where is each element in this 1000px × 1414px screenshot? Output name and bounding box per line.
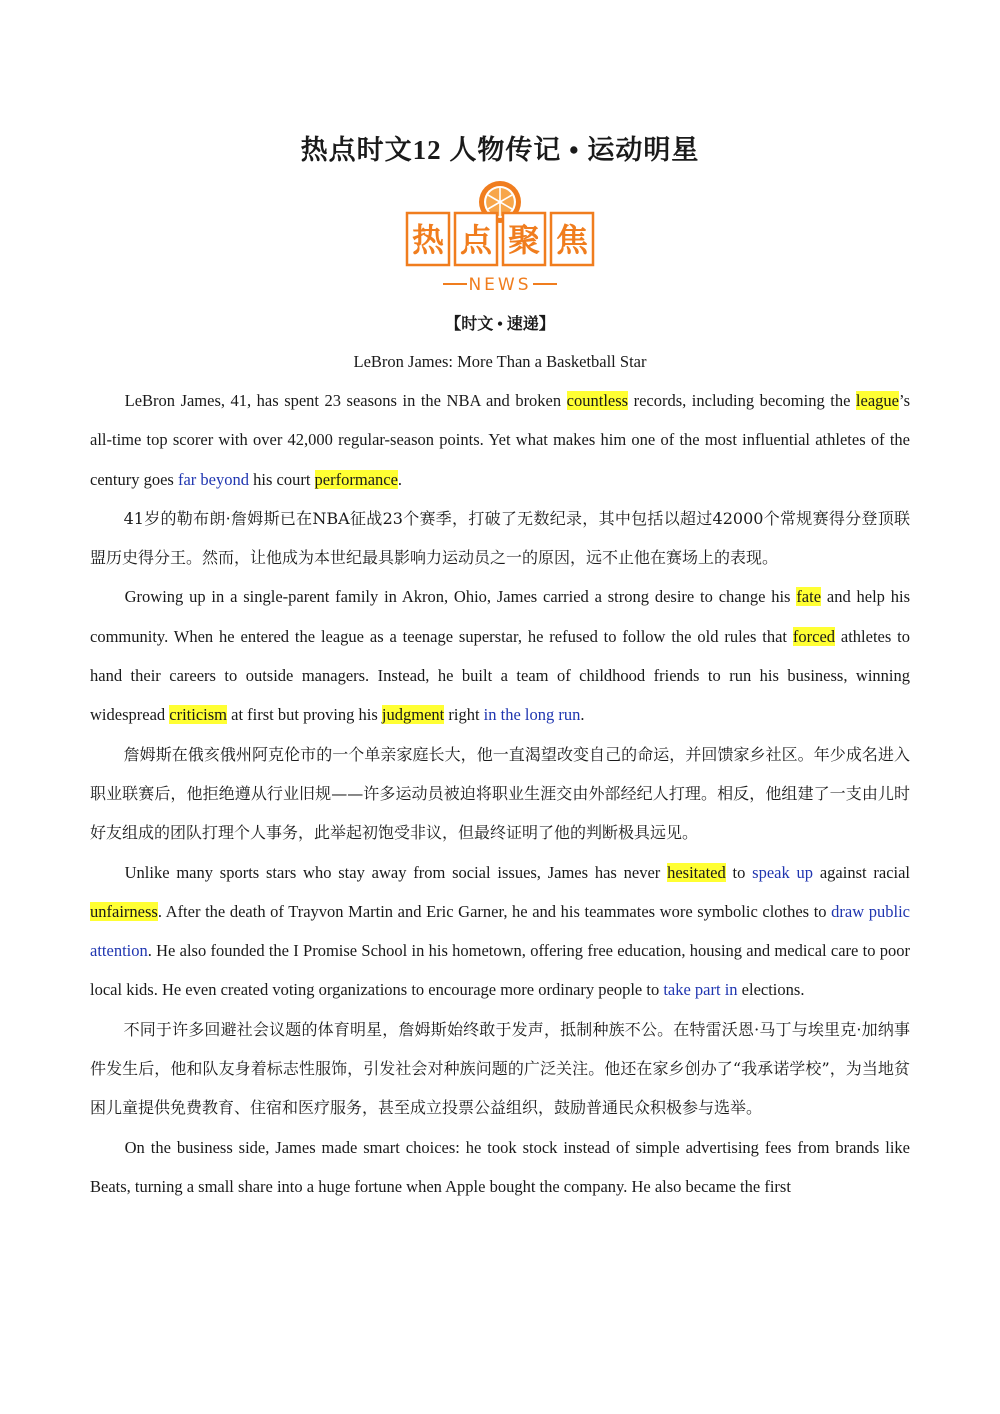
- text-run: right: [444, 705, 484, 725]
- text-run: elections.: [737, 980, 805, 1000]
- highlighted-vocab: league: [855, 391, 899, 410]
- article-body: [90, 381, 910, 1206]
- english-paragraph: [90, 577, 910, 734]
- english-paragraph: [90, 853, 910, 1010]
- text-run: 詹姆斯在俄亥俄州阿克伦市的一个单亲家庭长大，他一直渴望改变自己的命运，并回馈家乡社区。年少成名进入职业联赛后，他拒绝遵从行业旧规——许多运动员被迫将职业生涯交由外部经纪人打理。相反，他组建了一支由儿时好友组成的团队打理个人事务，此举起初饱受非议，但最终证明了他的判断极具远见。: [90, 744, 910, 843]
- key-phrase: take part in: [663, 980, 738, 1000]
- highlighted-vocab: performance: [314, 469, 398, 489]
- key-phrase: in the long run: [483, 705, 581, 725]
- text-run: at first but proving his: [227, 705, 382, 725]
- text-run: ’s all-time top scorer with over 42,000 regular-season points. Yet what makes him one of the most influential athletes of the century goes: [90, 391, 910, 489]
- text-run: 不同于许多回避社会议题的体育明星，詹姆斯始终敢于发声，抵制种族不公。在特雷沃恩·马丁与埃里克·加纳事件发生后，他和队友身着标志性服饰，引发社会对种族问题的广泛关注。他还在家乡创办了“我承诺学校”，为当地贫困儿童提供免费教育、住宿和医疗服务，甚至成立投票公益组织，鼓励普通民众积极参与选举。: [90, 1019, 910, 1118]
- text-run: against racial: [813, 862, 911, 882]
- chinese-translation-paragraph: [90, 1010, 910, 1128]
- highlighted-vocab: criticism: [169, 705, 227, 725]
- highlighted-vocab: forced: [792, 626, 836, 646]
- english-paragraph: [90, 381, 910, 499]
- highlighted-vocab: countless: [566, 391, 629, 410]
- highlighted-vocab: fate: [796, 587, 822, 607]
- highlighted-vocab: unfairness: [90, 901, 158, 921]
- hot-news-logo: [405, 180, 595, 295]
- text-run: and help his community. When he entered the league as a teenage superstar, he refused to follow the old rules that: [90, 587, 910, 646]
- text-run: . He also founded the I Promise School in his hometown, offering free education, housing and medical care to poor local kids. He even created voting organizations to encourage more ordinary people to: [90, 941, 910, 1000]
- english-paragraph: [90, 1128, 910, 1207]
- text-run: .: [397, 469, 403, 489]
- text-run: to: [725, 862, 753, 882]
- text-run: .: [580, 705, 585, 725]
- logo-char: 聚: [507, 221, 541, 259]
- key-phrase: far beyond: [177, 469, 249, 489]
- highlighted-vocab: judgment: [381, 705, 445, 725]
- chinese-translation-paragraph: [90, 735, 910, 853]
- chinese-translation-paragraph: [90, 499, 910, 578]
- text-run: Growing up in a single-parent family in Akron, Ohio, James carried a strong desire to change his: [124, 587, 797, 607]
- text-run: athletes to hand their careers to outside managers. Instead, he built a team of childhood friends to run his business, winning widespread: [90, 626, 910, 725]
- text-run: . After the death of Trayvon Martin and Eric Garner, he and his teammates wore symbolic clothes to: [157, 901, 832, 921]
- text-run: records, including becoming the: [628, 391, 856, 410]
- text-run: Unlike many sports stars who stay away from social issues, James has never: [124, 862, 668, 882]
- text-run: LeBron James, 41, has spent 23 seasons in the NBA and broken: [124, 391, 567, 410]
- text-run: On the business side, James made smart choices: he took stock instead of simple advertising fees from brands like Beats, turning a small share into a huge fortune when Apple bought the company. He also became the first: [90, 1137, 910, 1196]
- section-label: 【时文 • 速递】: [445, 316, 555, 333]
- text-run: his court: [249, 469, 315, 489]
- logo-char: 热: [411, 221, 445, 259]
- highlighted-vocab: hesitated: [667, 862, 726, 882]
- key-phrase: speak up: [752, 862, 814, 882]
- logo-news-text: NEWS: [468, 275, 532, 295]
- logo-char: 点: [459, 221, 493, 259]
- key-phrase: draw public attention: [90, 901, 910, 961]
- logo-char: 焦: [555, 221, 589, 259]
- article-title: LeBron James: More Than a Basketball Star: [353, 352, 647, 371]
- page-title: 热点时文12 人物传记 • 运动明星: [300, 135, 700, 165]
- orange-slice-icon: [405, 180, 595, 295]
- text-run: 41岁的勒布朗·詹姆斯已在NBA征战23个赛季，打破了无数纪录，其中包括以超过42000个常规赛得分登顶联盟历史得分王。然而，让他成为本世纪最具影响力运动员之一的原因，远不止他在赛场上的表现。: [90, 508, 910, 568]
